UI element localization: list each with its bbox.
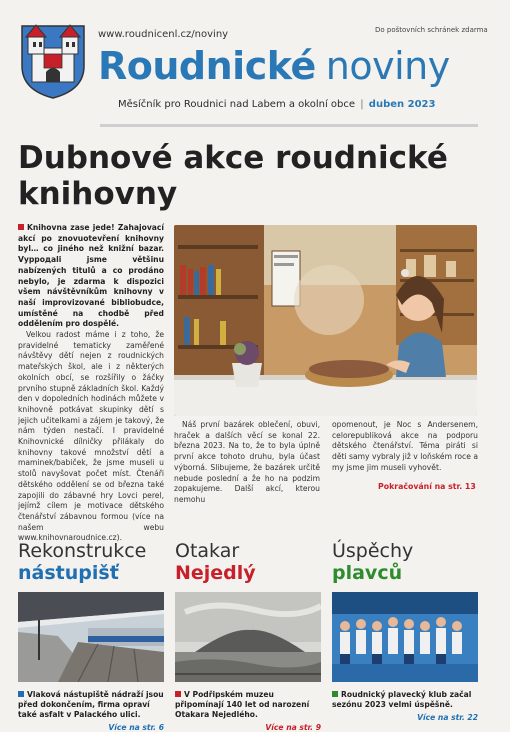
teaser-title-light: Úspěchy [332, 540, 414, 562]
teaser-title-bold: nástupišť [18, 562, 119, 584]
masthead-tagline [118, 99, 435, 110]
teaser-title-bold: Nejedlý [175, 562, 256, 584]
article-lead [18, 223, 164, 330]
teaser-more-link[interactable]: Více na str. 22 [417, 713, 478, 722]
bullet-square [175, 691, 181, 697]
teaser-otakar[interactable] [175, 540, 321, 732]
website-url[interactable]: www.roudnicenl.cz/noviny [98, 29, 229, 40]
teaser-photo-landscape [175, 592, 321, 682]
masthead-title-bold: Roudnické [98, 44, 316, 88]
article-column-2: Náš první bazárek oblečení, obuvi, hraček a dalších věcí se konal 22. března 2023. Na to, že to byla úplně první akce tohoto druhu, byla účast výborná. Slibujeme, že bazárek určitě nebude poslední a že ho na podzim zopakujeme. Další akcí, kterou nemohu [174, 420, 320, 504]
bullet-square [18, 224, 24, 230]
distribution-note: Do poštovních schránek zdarma [375, 26, 488, 34]
tagline-text: Měsíčník pro Roudnici nad Labem a okolní obce [118, 99, 356, 110]
bullet-square [18, 691, 24, 697]
article-column-3: opomenout, je Noc s Andersenem, celorepubliková akce na podporu dětského čtenářství. Téma piráti si děti samy vybraly již v loňském roce a my jsme jim museli vyhovět. [332, 420, 478, 472]
article-paragraph: Velkou radost máme i z toho, že pravidelné tematicky zaměřené návštěvy dětí nejen z roudnických mateřských škol, ale i z některých okolních obcí, se rozšířily o žáčky prvního stupně základních škol. Každý den v dopoledních hodinách můžete v knihovně potkávat skupinky dětí s jejich učitelkami a zájem je takový, že nám týden nestačí. I pravidelné Knihovnické dílničky přilákaly do knihovny takové množství dětí a maminek/babiček, že jsme museli u stolů navyšovat počet míst. Čtenáři dětského oddělení se od března také zapojili do zábavné hry Lovci perel, jejímž cílem je motivace dětského čtenářství zábavnou formou (více na našem webu www.knihovnaroudnice.cz). [18, 330, 164, 543]
article-headline: Dubnové akce roudnické knihovny [18, 140, 448, 212]
masthead-divider [100, 124, 478, 127]
issue-date: duben 2023 [368, 99, 436, 110]
teaser-more-link[interactable]: Více na str. 9 [265, 723, 321, 732]
teaser-caption-text: V Podřipském muzeu připomínají 140 let od narození Otakara Nejedlého. [175, 690, 310, 719]
teaser-title-light: Rekonstrukce [18, 540, 147, 562]
teaser-caption-text: Vlaková nástupiště nádraží jsou před dokončením, firma opraví také asfalt v Palackého ulici. [18, 690, 164, 719]
article-column-1 [18, 223, 164, 544]
masthead-title-light: noviny [325, 44, 450, 88]
teaser-photo-train-station [18, 592, 164, 682]
masthead-title [98, 44, 450, 88]
teaser-photo-swimmers [332, 592, 478, 682]
bullet-square [332, 691, 338, 697]
teaser-uspechy[interactable] [332, 540, 478, 722]
teaser-more-link[interactable]: Více na str. 6 [108, 723, 164, 732]
city-crest-logo [18, 22, 88, 100]
teaser-caption-text: Roudnický plavecký klub začal sezónu 2023 velmi úspěšně. [332, 690, 472, 709]
tagline-separator: | [360, 99, 364, 110]
continued-link[interactable]: Pokračování na str. 13 [378, 482, 476, 491]
teaser-rekonstrukce[interactable] [18, 540, 164, 732]
article-lead-text: Knihovna zase jede! Zahajovací akcí po znovuotevření knihovny byl… co jiného než knižní bazar. Vypродali jsme většinu nabízených titulů a co prodáno nebylo, je zdarma k dispozici všem návštěvníkům knihovny v naší improvizované bibliobudce, umístěné na chodbě před oddělením pro dospělé. [18, 223, 164, 329]
teaser-caption [332, 690, 478, 710]
library-photo [174, 225, 477, 416]
teaser-caption [18, 690, 164, 720]
teaser-caption [175, 690, 321, 720]
teaser-title-light: Otakar [175, 540, 240, 562]
teaser-title-bold: plavců [332, 562, 403, 584]
